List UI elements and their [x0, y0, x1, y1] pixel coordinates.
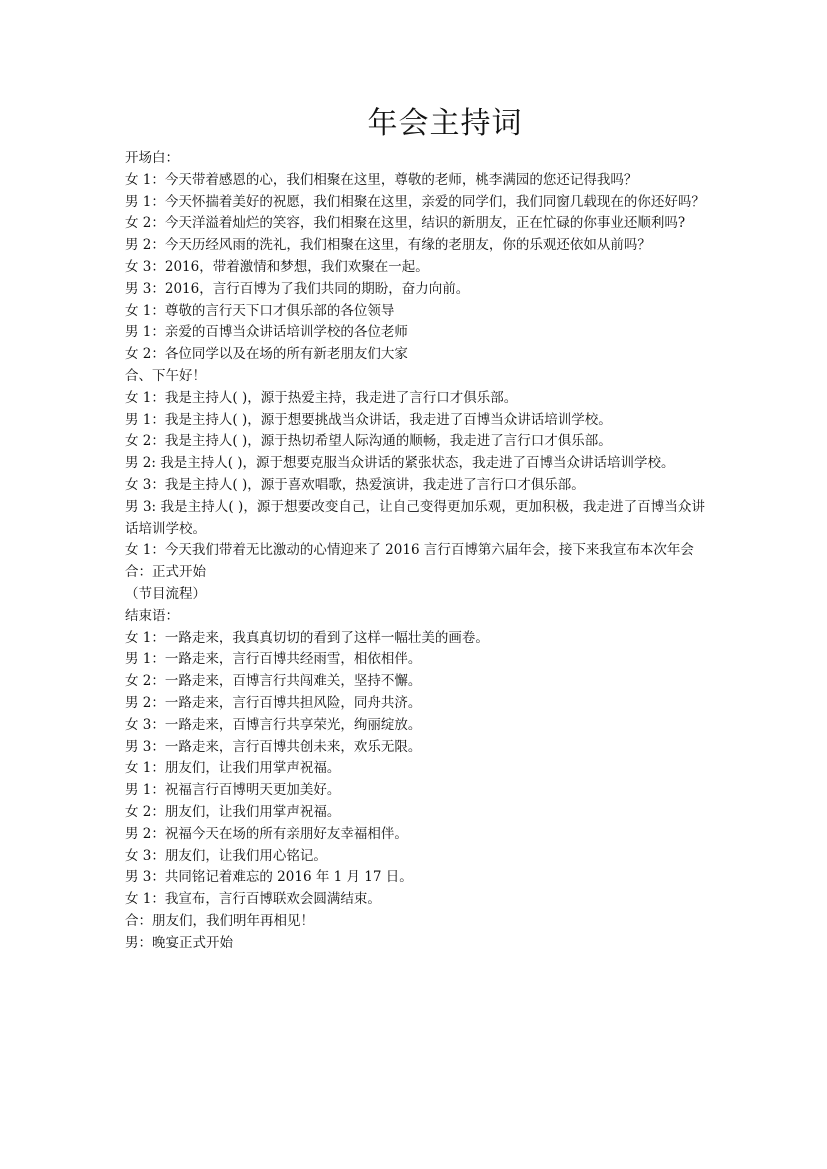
body-line: 合、下午好！ — [125, 367, 206, 384]
document-page — [125, 102, 705, 954]
body-line: 女 3：一路走来，百博言行共享荣光，绚丽绽放。 — [125, 716, 422, 733]
body-line: 男 2：一路走来，言行百博共担风险，同舟共济。 — [125, 694, 422, 711]
body-line: 女 1：一路走来，我真真切切的看到了这样一幅壮美的画卷。 — [125, 629, 489, 646]
body-line: 女 3：朋友们，让我们用心铭记。 — [125, 847, 327, 864]
body-line: 男 3：2016，言行百博为了我们共同的期盼，奋力向前。 — [125, 280, 470, 297]
body-line: 开场白： — [125, 150, 179, 166]
body-line: 女 1：我宣布，言行百博联欢会圆满结束。 — [125, 891, 381, 908]
body-line: 女 1：我是主持人( )，源于热爱主持，我走进了言行口才俱乐部。 — [125, 389, 518, 406]
body-line: 男 1：今天怀揣着美好的祝愿，我们相聚在这里，亲爱的同学们，我们同窗几载现在的你还好吗？ — [125, 193, 705, 210]
body-line: 结束语： — [125, 607, 179, 624]
body-line: 女 3：2016，带着激情和梦想，我们欢聚在一起。 — [125, 258, 429, 275]
body-line: 男 2：今天历经风雨的洗礼，我们相聚在这里，有缘的老朋友，你的乐观还依如从前吗？ — [125, 237, 651, 254]
body-line: 男 3：一路走来，言行百博共创未来，欢乐无限。 — [125, 738, 422, 755]
body-line: 女 1：朋友们，让我们用掌声祝福。 — [125, 760, 341, 777]
body-line: 男：晚宴正式开始 — [125, 934, 233, 951]
body-line: 女 3：我是主持人( )，源于喜欢唱歌，热爱演讲，我走进了言行口才俱乐部。 — [125, 476, 585, 493]
body-line: 男 1：我是主持人( )，源于想要挑战当众讲话，我走进了百博当众讲话培训学校。 — [125, 411, 612, 428]
body-line: 女 1：尊敬的言行天下口才俱乐部的各位领导 — [125, 302, 395, 319]
body-line: 合：正式开始 — [125, 564, 206, 581]
body-line: （节目流程） — [125, 585, 206, 602]
body-line: 女 2：朋友们，让我们用掌声祝福。 — [125, 803, 341, 820]
body-line: 女 2：我是主持人( )，源于热切希望人际沟通的顺畅，我走进了言行口才俱乐部。 — [125, 433, 612, 450]
body-line: 男 1：祝福言行百博明天更加美好。 — [125, 782, 341, 799]
body-line: 男 2：祝福今天在场的所有亲朋好友幸福相伴。 — [125, 825, 408, 842]
body-line: 女 2：各位同学以及在场的所有新老朋友们大家 — [125, 346, 408, 363]
body-line: 男 1：一路走来，言行百博共经雨雪，相依相伴。 — [125, 651, 422, 668]
body-line: 男 2: 我是主持人( )，源于想要克服当众讲话的紧张状态，我走进了百博当众讲话培训学校。 — [125, 455, 675, 472]
body-line: 女 2：一路走来，百博言行共闯难关，坚持不懈。 — [125, 673, 422, 690]
body-line: 女 1：今天带着感恩的心，我们相聚在这里，尊敬的老师，桃李满园的您还记得我吗？ — [125, 171, 638, 188]
document-title: 年会主持词 — [367, 106, 523, 141]
body-line: 男 1：亲爱的百博当众讲话培训学校的各位老师 — [125, 324, 408, 341]
body-line: 合：朋友们，我们明年再相见！ — [125, 912, 314, 929]
body-line: 女 2：今天洋溢着灿烂的笑容，我们相聚在这里，结识的新朋友，正在忙碌的你事业还顺利吗? — [125, 215, 686, 232]
body-line: 男 3: 我是主持人( )，源于想要改变自己，让自己变得更加乐观，更加积极，我走进了百博当众讲话培训学校。 — [125, 498, 705, 537]
body-line: 女 1：今天我们带着无比激动的心情迎来了 2016 言行百博第六届年会，接下来我宣布本次年会 — [125, 542, 694, 559]
document-body — [125, 148, 705, 954]
body-line: 男 3：共同铭记着难忘的 2016 年 1 月 17 日。 — [125, 869, 413, 886]
